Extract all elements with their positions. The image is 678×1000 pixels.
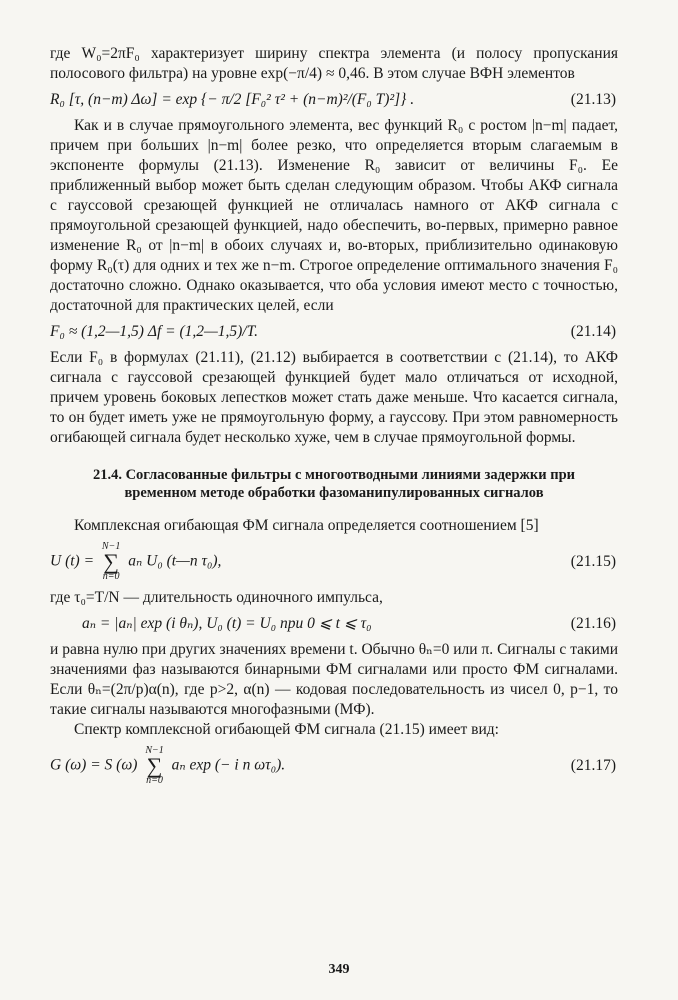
equation-number: (21.13) (570, 91, 616, 108)
paragraph-7: Спектр комплексной огибающей ФМ сигнала (21.15) имеет вид: (74, 721, 499, 738)
sum-symbol (102, 542, 120, 582)
paragraph-2: Как и в случае прямоугольного элемента, вес функций R₀ с ростом |n−m| падает, причем при больших |n−m| более резко, что определяется вторым слагаемым в экспоненте формулы (21.13). Изменение R₀ зависит от величины F₀. Ее приближенный выбор может быть сделан следующим образом. Чтобы АКФ сигнала с гауссовой срезающей функцией не отличалась намного от АКФ сигнала с прямоугольной срезающей функцией, надо обеспечить, во-первых, примерно равное изменение R₀ от |n−m| в обоих случаях и, во-вторых, приблизительно одинаковую форму R₀(τ) для одних и тех же n−m. Строгое определение оптимального значения F₀ достаточно сложно. Однако оказывается, что оба условия имеют место с точностью, достаточной для практических целей, если (50, 117, 618, 314)
sum-lower-limit: n=0 (102, 571, 120, 582)
sum-upper-limit: N−1 (145, 745, 164, 756)
equation-body: R₀ [τ, (n−m) Δω] = exp {− π/2 [F₀² τ² + (n−m)²/(F₀ T)²]} . (50, 91, 415, 108)
sum-lower-limit: n=0 (146, 775, 163, 786)
sigma-icon: ∑ (103, 549, 119, 574)
equation-21-14 (50, 322, 618, 342)
equation-21-15 (50, 542, 618, 582)
equation-number: (21.15) (570, 553, 616, 570)
section-heading: 21.4. Согласованные фильтры с многоотводными линиями задержки при временном методе обработки фазоманипулированных сигналов (92, 467, 576, 501)
sigma-icon: ∑ (146, 753, 163, 778)
equation-number: (21.16) (570, 615, 616, 632)
equation-lhs: U (t) = (50, 552, 95, 570)
equation-body (50, 542, 221, 582)
equation-number: (21.14) (570, 323, 616, 340)
equation-rhs: aₙ U₀ (t—n τ₀), (128, 552, 222, 570)
paragraph-5: где τ₀=T/N — длительность одиночного импульса, (50, 589, 383, 606)
page-content (50, 44, 618, 792)
equation-rhs: aₙ exp (− i n ωτ₀). (171, 756, 286, 774)
equation-21-16 (50, 614, 618, 634)
paragraph-1: где W₀=2πF₀ характеризует ширину спектра элемента (и полосу пропускания полосового фильтра) на уровне exp(−π/4) ≈ 0,46. В этом случае ВФН элементов (50, 45, 618, 82)
equation-number: (21.17) (570, 757, 616, 774)
equation-21-17 (50, 746, 618, 786)
paragraph-6: и равна нулю при других значениях времени t. Обычно θₙ=0 или π. Сигналы с такими значениями фаз называются бинарными ФМ сигналами или просто ФМ сигналами. Если θₙ=(2π/p)α(n), где p>2, α(n) — кодовая последовательность из чисел 0, p−1, то такие сигналы называются многофазными (МФ). (50, 641, 618, 718)
sum-upper-limit: N−1 (101, 541, 121, 552)
paragraph-3: Если F₀ в формулах (21.11), (21.12) выбирается в соответствии с (21.14), то АКФ сигнала с гауссовой срезающей функцией будет мало отличаться от исходной, причем уровень боковых лепестков может стать даже меньше. Что касается сигнала, то он будет иметь уже не прямоугольную форму, а гауссову. При этом равномерность огибающей сигнала будет несколько хуже, чем в случае прямоугольной формы. (50, 349, 618, 446)
equation-body: F₀ ≈ (1,2—1,5) Δf = (1,2—1,5)/T. (50, 323, 258, 340)
equation-body: aₙ = |aₙ| exp (i θₙ), U₀ (t) = U₀ при 0 ⩽ t ⩽ τ₀ (82, 615, 372, 632)
equation-body (50, 746, 285, 786)
paragraph-4: Комплексная огибающая ФМ сигнала определяется соотношением [5] (74, 517, 539, 534)
equation-lhs: G (ω) = S (ω) (50, 756, 138, 774)
page-number: 349 (328, 962, 350, 977)
equation-21-13 (50, 90, 618, 110)
sum-symbol (145, 746, 163, 786)
